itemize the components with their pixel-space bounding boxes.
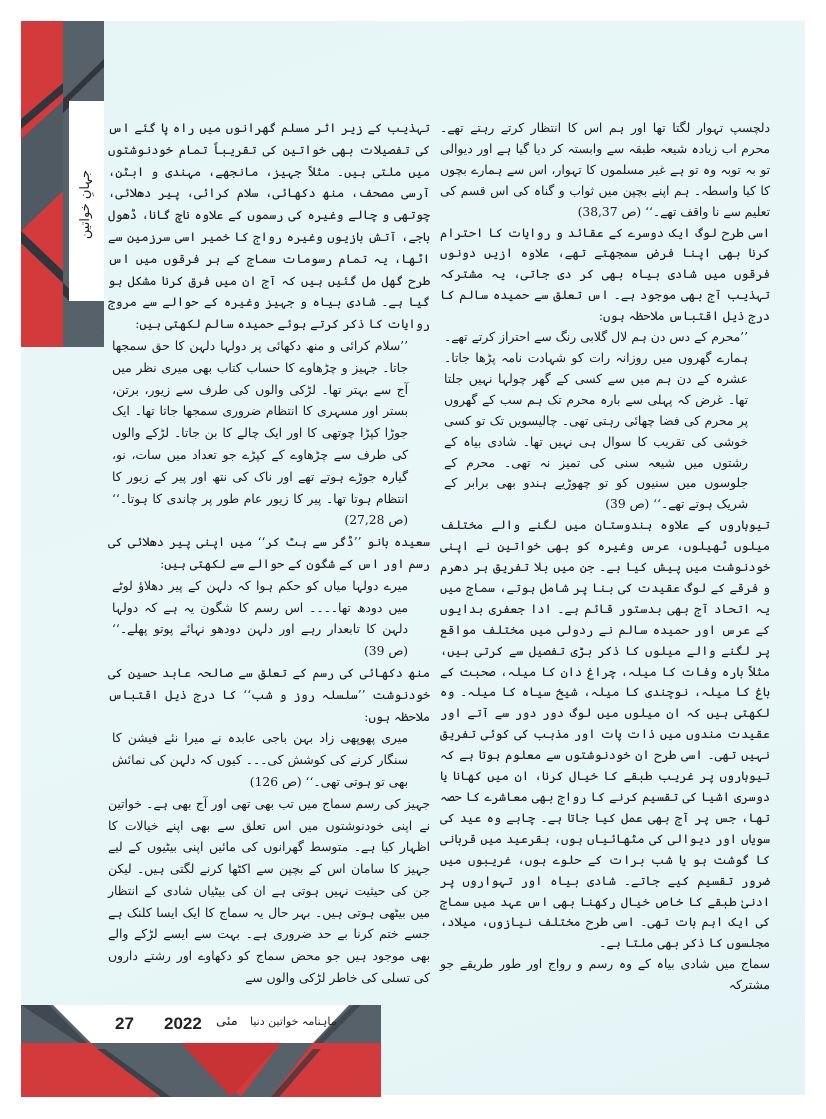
section-title [70,160,100,250]
paragraph: سعیدہ بانو ’’ڈگر سے ہٹ کر‘‘ میں اپنی پیر دھلائی کی رسم اور اس کے شگون کے حوالے سے لکھتی ہیں: [108,535,430,571]
article-column-right [440,118,770,998]
section-title-text: جہانِ خواتین [77,170,93,240]
issue-year: 2022 [164,1014,202,1033]
paragraph: جہیز کی رسم سماج میں تب بھی تھی اور آج بھی ہے۔ خواتین نے اپنی خودنوشتوں میں اس تعلق سے بھی اپنے خیالات کا اظہار کیا ہے۔ متوسط گھرانوں کی مائیں اپنی بیٹیوں کے لیے جہیز کا سامان اس کے بچپن سے اکٹھا کرنے لگتی ہیں۔ لیکن جن کی حیثیت نہیں ہوتی ہے ان کی بیٹیاں شادی کے انتظار میں بیٹھی ہوتی ہیں۔ بہر حال یہ سماج کا ایک ایسا کلنک ہے جسے ختم کرنا بے حد ضروری ہے۔ بہت سے ایسے لڑکے والے بھی موجود ہیں جو محض سماج کو دکھاوے اور رشتے داروں کی تسلی کی خاطر لڑکی والوں سے [108,796,430,986]
paragraph: تہذیب کے زیر اثر مسلم گھرانوں میں راہ پا گئے اس کی تفصیلات بھی خواتین کی تقریباً تمام خودنوشتوں میں ملتی ہیں۔ مثلاً جہیز، مانجھے، مہندی و ابٹن، آرسی مصحف، منھ دکھائی، سلام کرائی، پیر دھلائی، چوتھی و چالے وغیرہ کی رسموں کے علاوہ ناچ گانا، ڈھول باجے، آتش بازیوں وغیرہ رواج کا خمیر اسی سرزمین سے اٹھا، یہ تمام رسومات سماج کے ہر فرقوں میں اس طرح گھل مل گئیں ہیں کہ آج ان میں فرق کرنا مشکل ہو گیا ہے۔ شادی بیاہ و جہیز وغیرہ کے حوالے سے مروج روایات کا ذکر کرتے ہوئے حمیدہ سالم لکھتی ہیں: [108,121,430,332]
footer [21,1005,381,1043]
block-quote: میری پھوپھی زاد بہن باجی عابدہ نے میرا نئے فیشن کا سنگار کرنے کی کوشش کی۔۔۔ کیوں کہ دلہن کی نمائش بھی تو ہوتی تھی۔‘‘ (ص 126) [112,731,408,789]
block-quote: ’’محرم کے دس دن ہم لال گلابی رنگ سے احتراز کرتے تھے۔ ہمارے گھروں میں روزانہ رات کو شہادت نامہ پڑھا جاتا۔ عشرہ کے دن ہم میں سے کسی کے گھر چولہا نہیں جلتا تھا۔ غرض کہ پہلی سے بارہ محرم تک ہم سب کے گھروں پر محرم کی فضا چھائی رہتی تھی۔ چالیسویں تک تو کسی خوشی کی تقریب کا سوال ہی نہیں تھا۔ شادی بیاہ کے رشتوں میں شیعہ سنی کی تمیز نہ تھی۔ محرم کے جلوسوں میں سنیوں کو تو چھوڑیے ہندو بھی برابر کے شریک ہوتے تھے۔‘‘ (ص 39) [444,330,748,512]
article-column-left [108,118,430,998]
paragraph: سماج میں شادی بیاہ کے وہ رسم و رواج اور طور طریقے جو مشترکہ [440,957,770,993]
paragraph: تیوہاروں کے علاوہ ہندوستان میں لگنے والے مختلف میلوں ٹھیلوں، عرس وغیرہ کو بھی خواتین نے اپنی خودنوشت میں پیش کیا ہے۔ جن میں بلا تفریق ہر دھرم و فرقے کے لوگ عقیدت کی بنا پر شامل ہوتے، سماج میں یہ اتحاد آج بھی بدستور قائم ہے۔ ادا جعفری بدایوں کے عرس اور حمیدہ سالم نے ردولی میں مختلف مواقع پر لگنے والے میلوں کا ذکر بڑی تفصیل سے کرتی ہیں، مثلاً بارہ وفات کا میلہ، چراغ دان کا میلہ، صحبت کے باغ کا میلہ، نوچندی کا میلہ، شیخ سیاہ کا میلہ۔ وہ لکھتی ہیں کہ ان میلوں میں لوگ دور دور سے آتے اور عقیدت مندوں میں ذات پات اور مذہب کی کوئی تفریق نہیں تھی۔ اسی طرح ان خودنوشتوں سے معلوم ہوتا ہے کہ تیوہاروں پر غریب طبقے کا خیال کرنا، ان میں کھانا یا دوسری اشیا کی تقسیم کرنے کا رواج بھی معاشرے کا حصہ تھا، جس پر آج بھی عمل کیا جاتا ہے۔ چاہے وہ عید کی سویاں اور دیوالی کی مٹھائیاں ہوں، بقرعید میں قربانی کا گوشت ہو یا شب برات کے حلوے ہوں، غریبوں میں ضرور تقسیم کیے جاتے۔ شادی بیاہ اور تہواروں پر ادنیٰ طبقے کا خاص خیال رکھنا بھی اس عہد میں سماج کی ایک اہم بات تھی۔ اسی طرح مختلف نیازوں، میلاد، مجلسوں کا ذکر بھی ملتا ہے۔ [440,518,770,951]
issue-month: مئی [216,1014,238,1029]
block-quote: ’’سلام کرائی و منھ دکھائی پر دولہا دلہن کا حق سمجھا جاتا۔ جہیز و چڑھاوے کا حساب کتاب بھی میری نظر میں آج سے بہتر تھا۔ لڑکی والوں کی طرف سے زیور، برتن، بستر اور مسہری کا انتظام ضروری سمجھا جاتا تھا۔ ایک جوڑا کپڑا چوتھی کا اور ایک چالے کا بن جاتا۔ لڑکے والوں کی طرف سے چڑھاوے کے کپڑے جو تعداد میں سات، نو، گیارہ جوڑے ہوتے تھے اور ناک کی نتھ اور پیر کے زیور کا انتظام ہوتا تھا۔ پیر کا زیور عام طور پر چاندی کا ہوتا۔‘‘ (ص 27,28) [112,338,408,528]
block-quote: میرے دولہا میاں کو حکم ہوا کہ دلہن کے پیر دھلاؤ لوٹے میں دودھ تھا۔۔۔۔ اس رسم کا شگون یہ ہے کہ دولہا دلہن کا تابعدار رہے اور دلہن دودھو نہائے پوتو پھلے۔‘‘ (ص 39) [112,578,408,659]
magazine-name: ماہنامہ خواتین دنیا [250,1015,337,1028]
paragraph: دلچسپ تہوار لگتا تھا اور ہم اس کا انتظار کرتے رہتے تھے۔ محرم اب زیادہ شیعہ طبقہ سے وابستہ کر دیا گیا ہے اور دیوالی تو بہ توبہ وہ تو ہے غیر مسلموں کا تہوار، اس سے ہمارے بچوں کا کیا واسطہ۔ ہم اپنے بچپن میں ثواب و گناہ کی اس قسم کی تعلیم سے نا واقف تھے۔‘‘ (ص 38,37) [440,121,770,219]
paragraph: منھ دکھائی کی رسم کے تعلق سے صالحہ عابد حسین کی خودنوشت ’’سلسلہ روز و شب‘‘ کا درج ذیل اقتباس ملاحظہ ہوں: [108,665,430,724]
page-number: 27 [115,1014,134,1033]
paragraph: اسی طرح لوگ ایک دوسرے کے عقائد و روایات کا احترام کرنا بھی اپنا فرض سمجھتے تھے، علاوہ ازیں دونوں فرقوں میں شادی بیاہ بھی کر دی جاتی، یہ مشترکہ تہذیب آج بھی موجود ہے۔ اس تعلق سے حمیدہ سالم کا درج ذیل اقتباس ملاحظہ ہوں: [440,225,770,324]
